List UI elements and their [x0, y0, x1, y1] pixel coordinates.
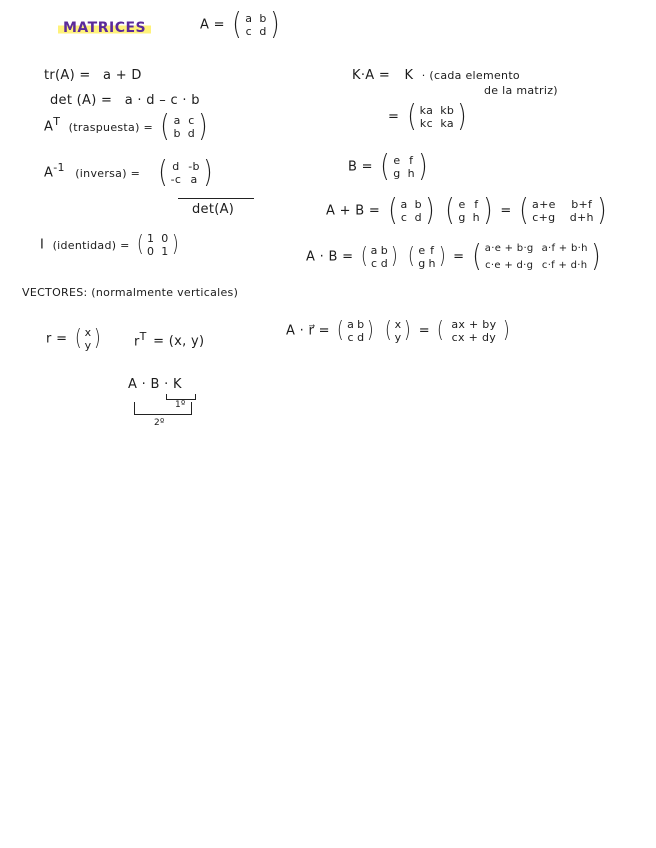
second-step-bracket: [134, 402, 192, 415]
vector-r-transpose: $r^T = (x$, y): [134, 330, 205, 350]
sum-result-matrix: ( a+e b+f c+g d+h ): [519, 193, 607, 228]
order-expression: A · B · K: [128, 377, 182, 392]
inverse-matrix: ( d -b -c a ): [157, 155, 213, 190]
matrix-b: ( e f g h ): [380, 149, 428, 184]
identity-matrix: ( 1 0 0 1 ): [136, 232, 179, 258]
matrix-product: A · B = ( a b c d ) ( e f g h ) = ( a·e + b·g a·f + b·h c·e + d·g c·f + d·h ): [306, 239, 601, 274]
scalar-matrix: ( ka kb kc ka ): [406, 99, 467, 134]
page-title: MATRICES: [58, 20, 151, 36]
product-result-matrix: ( a·e + b·g a·f + b·h c·e + d·g c·f + d·h ): [471, 239, 601, 274]
matvec-result: ( ax + by cx + dy ): [437, 318, 511, 344]
matrix-b-definition: B = ( e f g h ): [348, 149, 428, 184]
matrix-vector-product: A · r⃗ = ( a b c d ) ( x y ) = ( ax + by cx + dy ): [286, 318, 511, 344]
scalar-result: = ( ka kb kc ka ): [388, 99, 467, 134]
product-matrix-b: ( e f g h ): [408, 244, 446, 270]
matrix-a: ( a b c d ): [232, 7, 280, 42]
identity-formula: I (identidad) = ( 1 0 0 1 ): [40, 232, 179, 258]
matrix-a-definition: [200, 7, 283, 42]
vector-r-column: ( x y ): [74, 326, 102, 352]
sum-matrix-b: ( e f g h ): [445, 193, 493, 228]
second-step-label: 2º: [154, 418, 165, 428]
determinant-formula: det (A) = a · d – c · b: [50, 93, 200, 108]
matvec-vector: ( x y ): [384, 318, 412, 344]
first-step-label: 1º: [175, 400, 186, 410]
matrix-a-label: A =: [200, 17, 225, 33]
fraction-bar: [178, 198, 254, 199]
inverse-formula: $A^{-1}$ (inversa) = ( d -b -c a ): [44, 155, 213, 190]
transpose-formula: $A^T$ (traspuesta) = ( a c b d ): [44, 109, 208, 144]
scalar-note: de la matriz): [484, 84, 558, 97]
sum-matrix-a: ( a b c d ): [387, 193, 435, 228]
matrix-sum: A + B = ( a b c d ) ( e f g h ) = ( a+e b+f c+g d+h ): [326, 193, 607, 228]
transpose-matrix: ( a c b d ): [160, 109, 208, 144]
trace-formula: tr(A) = a + D: [44, 68, 142, 83]
vectors-heading: VECTORES: (normalmente verticales): [22, 286, 239, 299]
matvec-matrix: ( a b c d ): [337, 318, 375, 344]
scalar-multiplication: K·A = K · (cada elemento: [352, 68, 520, 83]
inverse-denominator: det(A): [192, 202, 235, 217]
product-matrix-a: ( a b c d ): [360, 244, 399, 270]
vector-r: r = ( x y ): [46, 326, 102, 352]
